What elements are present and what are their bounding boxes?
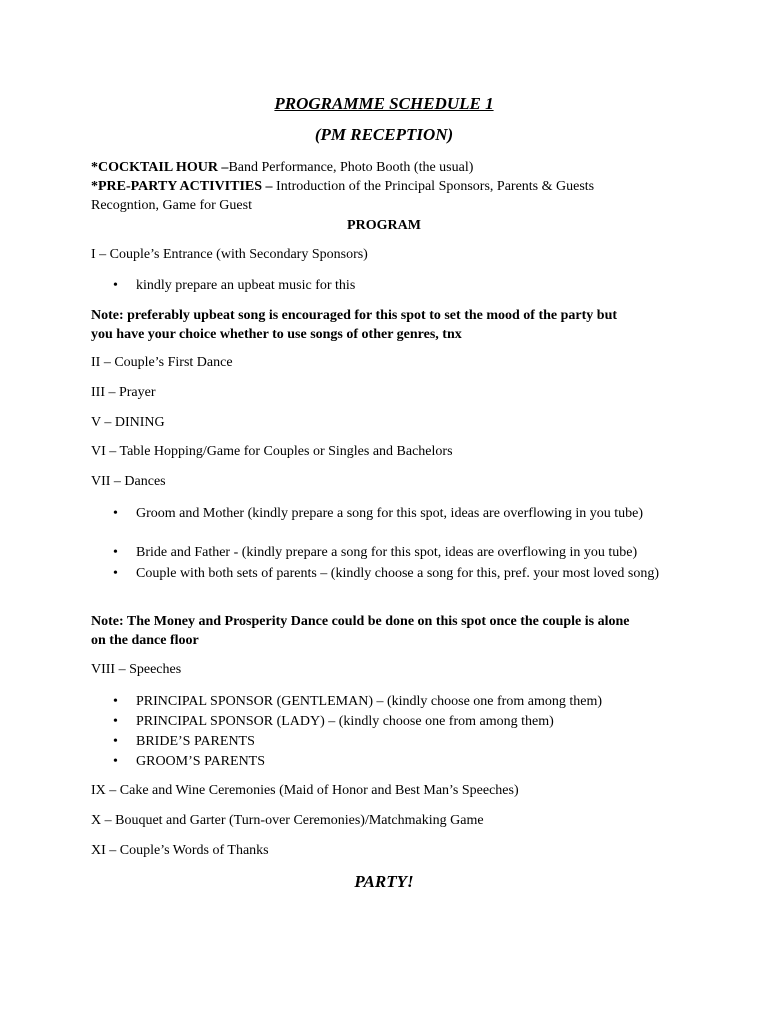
item-7-bullet-2: Bride and Father - (kindly prepare a song for this spot, ideas are overflowing in you tube)	[136, 545, 638, 560]
note-2-line-2: on the dance floor	[91, 633, 199, 648]
bullet-icon: •	[113, 278, 118, 293]
bullet-icon: •	[113, 754, 118, 769]
cocktail-hour-line	[91, 158, 473, 178]
item-7-bullet-1: Groom and Mother (kindly prepare a song for this spot, ideas are overflowing in you tube)	[136, 506, 643, 521]
page-subtitle: (PM RECEPTION)	[314, 125, 454, 144]
program-item-1: I – Couple’s Entrance (with Secondary Sponsors)	[91, 247, 368, 262]
item-8-bullet-1: PRINCIPAL SPONSOR (GENTLEMAN) – (kindly choose one from among them)	[136, 694, 602, 709]
program-item-11: XI – Couple’s Words of Thanks	[91, 843, 269, 858]
bullet-icon: •	[113, 566, 118, 581]
program-item-9: IX – Cake and Wine Ceremonies (Maid of Honor and Best Man’s Speeches)	[91, 783, 519, 798]
note-2-line-1: Note: The Money and Prosperity Dance could be done on this spot once the couple is alone	[91, 614, 630, 629]
bullet-icon: •	[113, 734, 118, 749]
pre-party-line	[91, 177, 594, 197]
bullet-icon: •	[113, 694, 118, 709]
program-item-7: VII – Dances	[91, 474, 166, 489]
bullet-icon: •	[113, 506, 118, 521]
bullet-icon: •	[113, 545, 118, 560]
program-heading: PROGRAM	[347, 218, 421, 233]
item-7-bullet-3: Couple with both sets of parents – (kindly choose a song for this, pref. your most loved song)	[136, 566, 659, 581]
pre-party-line-2: Recogntion, Game for Guest	[91, 198, 252, 213]
page-title: PROGRAMME SCHEDULE 1	[274, 94, 494, 113]
pre-party-label: *PRE-PARTY ACTIVITIES –	[91, 179, 273, 194]
item-8-bullet-3: BRIDE’S PARENTS	[136, 734, 255, 749]
item-1-bullet-1: kindly prepare an upbeat music for this	[136, 278, 356, 293]
closing-party: PARTY!	[354, 872, 414, 891]
pre-party-text: Introduction of the Principal Sponsors, Parents & Guests	[272, 179, 595, 194]
item-8-bullet-2: PRINCIPAL SPONSOR (LADY) – (kindly choose one from among them)	[136, 714, 554, 729]
program-item-6: VI – Table Hopping/Game for Couples or Singles and Bachelors	[91, 444, 453, 459]
program-item-3: III – Prayer	[91, 385, 156, 400]
note-1-line-2: you have your choice whether to use songs of other genres, tnx	[91, 327, 462, 342]
program-item-2: II – Couple’s First Dance	[91, 355, 233, 370]
cocktail-hour-text: Band Performance, Photo Booth (the usual)	[228, 160, 474, 175]
note-1-line-1: Note: preferably upbeat song is encouraged for this spot to set the mood of the party but	[91, 308, 618, 323]
program-item-5: V – DINING	[91, 415, 165, 430]
bullet-icon: •	[113, 714, 118, 729]
program-item-8: VIII – Speeches	[91, 662, 182, 677]
item-8-bullet-4: GROOM’S PARENTS	[136, 754, 266, 769]
cocktail-hour-label: *COCKTAIL HOUR –	[91, 160, 229, 175]
program-item-10: X – Bouquet and Garter (Turn-over Ceremonies)/Matchmaking Game	[91, 813, 484, 828]
